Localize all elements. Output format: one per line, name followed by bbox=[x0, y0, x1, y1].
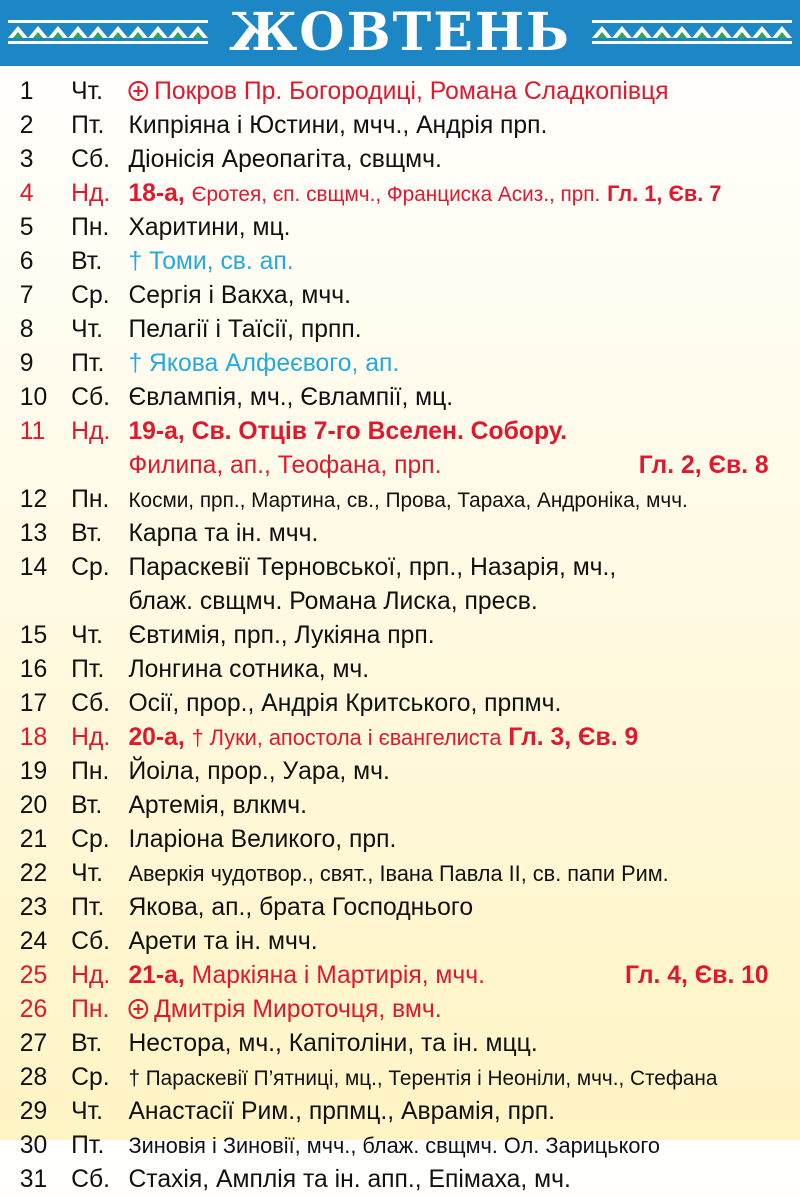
day-row bbox=[0, 686, 790, 720]
day-row bbox=[0, 890, 790, 924]
sunday-row-continued bbox=[0, 448, 790, 482]
day-of-week: Сб. bbox=[71, 1165, 110, 1193]
tone-gospel: Гл. 3, Єв. 9 bbox=[508, 723, 639, 751]
day-row bbox=[0, 788, 790, 822]
day-row bbox=[0, 1128, 790, 1162]
day-number: 14 bbox=[19, 553, 48, 581]
day-saints: 19-а, Св. Отців 7-го Вселен. Собору. bbox=[128, 417, 568, 445]
day-of-week: Ср. bbox=[71, 281, 110, 309]
day-of-week: Сб. bbox=[71, 689, 110, 717]
day-number: 22 bbox=[19, 859, 48, 887]
day-of-week: Пт. bbox=[71, 893, 105, 921]
day-row bbox=[0, 1026, 790, 1060]
day-number: 19 bbox=[19, 757, 48, 785]
day-saints: Єротея, єп. свщмч., Франциска Асиз., прп. bbox=[191, 183, 601, 206]
tone-gospel: Гл. 2, Єв. 8 bbox=[638, 451, 769, 479]
day-number: 11 bbox=[19, 417, 46, 445]
day-row bbox=[0, 108, 790, 142]
day-saints: Карпа та ін. мчч. bbox=[128, 519, 319, 547]
day-number: 27 bbox=[19, 1029, 48, 1057]
day-number: 17 bbox=[19, 689, 48, 717]
day-of-week: Чт. bbox=[71, 77, 104, 105]
day-of-week: Пт. bbox=[71, 349, 105, 377]
day-number: 23 bbox=[19, 893, 48, 921]
day-of-week: Пн. bbox=[71, 995, 110, 1023]
day-number: 21 bbox=[19, 825, 48, 853]
day-of-week: Нд. bbox=[71, 961, 111, 989]
day-of-week: Чт. bbox=[71, 621, 104, 649]
day-row bbox=[0, 142, 790, 176]
day-saints: Зиновія і Зиновії, мчч., блаж. свщмч. Ол. Зарицького bbox=[128, 1133, 660, 1158]
day-row bbox=[0, 482, 790, 516]
day-saints: Харитини, мц. bbox=[128, 213, 291, 241]
day-number: 6 bbox=[19, 247, 34, 275]
day-saints: Якова, ап., брата Господнього bbox=[128, 893, 474, 921]
day-number: 28 bbox=[19, 1063, 48, 1091]
day-number: 7 bbox=[19, 281, 34, 309]
day-number: 16 bbox=[19, 655, 48, 683]
day-of-week: Нд. bbox=[71, 723, 111, 751]
day-saints: Йоіла, прор., Уара, мч. bbox=[128, 757, 390, 785]
day-saints: Сергія і Вакха, мчч. bbox=[128, 281, 351, 309]
day-of-week: Пн. bbox=[71, 485, 110, 513]
day-of-week: Вт. bbox=[71, 1029, 103, 1057]
day-row bbox=[0, 992, 790, 1026]
day-of-week: Пн. bbox=[71, 757, 110, 785]
day-row bbox=[0, 346, 790, 380]
day-number: 31 bbox=[19, 1165, 48, 1193]
sunday-ordinal: 20-а, bbox=[128, 723, 185, 751]
day-number: 1 bbox=[19, 77, 34, 105]
day-saints: Дмитрія Мироточця, вмч. bbox=[154, 995, 442, 1023]
day-of-week: Вт. bbox=[71, 519, 103, 547]
day-of-week: Сб. bbox=[71, 927, 110, 955]
day-row bbox=[0, 380, 790, 414]
day-of-week: Сб. bbox=[71, 383, 110, 411]
day-saints: † Томи, св. ап. bbox=[128, 247, 294, 275]
day-row bbox=[0, 754, 790, 788]
day-saints: Євтимія, прп., Лукіяна прп. bbox=[128, 621, 435, 649]
day-number: 8 bbox=[19, 315, 34, 343]
day-of-week: Ср. bbox=[71, 553, 110, 581]
day-number: 12 bbox=[19, 485, 48, 513]
day-saints: Артемія, влкмч. bbox=[128, 791, 307, 819]
sunday-ordinal: 18-а, bbox=[128, 179, 185, 207]
day-saints: Аверкія чудотвор., свят., Івана Павла ІІ, св. папи Рим. bbox=[128, 861, 669, 886]
day-row bbox=[0, 516, 790, 550]
day-saints: Параскевії Терновської, прп., Назарія, мч., bbox=[128, 553, 617, 581]
day-saints: † Параскевії П’ятниці, мц., Терентія і Неоніли, мчч., Стефана bbox=[128, 1067, 718, 1090]
day-saints: Осії, прор., Андрія Критського, прпмч. bbox=[128, 689, 562, 717]
tone-gospel: Гл. 1, Єв. 7 bbox=[607, 181, 722, 206]
day-row bbox=[0, 1060, 790, 1094]
day-saints-continued: Филипа, ап., Теофана, прп. bbox=[128, 451, 442, 479]
day-row bbox=[0, 244, 790, 278]
day-saints-continued: блаж. свщмч. Романа Лиска, пресв. bbox=[128, 587, 538, 615]
day-number: 15 bbox=[19, 621, 48, 649]
day-saints: Анастасії Рим., прпмц., Аврамія, прп. bbox=[128, 1097, 556, 1125]
day-row bbox=[0, 312, 790, 346]
day-saints: Косми, прп., Мартина, св., Прова, Тараха, Андроніка, мчч. bbox=[128, 489, 688, 512]
day-saints: Маркіяна і Мартирія, мчч. bbox=[191, 961, 485, 989]
day-saints: Діонісія Ареопагіта, свщмч. bbox=[128, 145, 442, 173]
calendar-list bbox=[0, 74, 800, 1196]
day-of-week: Нд. bbox=[71, 179, 111, 207]
day-row bbox=[0, 822, 790, 856]
great-feast-icon bbox=[128, 999, 148, 1019]
day-row bbox=[0, 652, 790, 686]
day-number: 2 bbox=[19, 111, 34, 139]
day-of-week: Чт. bbox=[71, 859, 104, 887]
month-header bbox=[0, 0, 800, 66]
day-of-week: Вт. bbox=[71, 247, 103, 275]
sunday-row bbox=[0, 176, 790, 210]
day-number: 20 bbox=[19, 791, 48, 819]
day-number: 3 bbox=[19, 145, 34, 173]
day-number: 30 bbox=[19, 1131, 48, 1159]
great-feast-icon bbox=[128, 81, 148, 101]
day-row bbox=[0, 618, 790, 652]
day-saints: Нестора, мч., Капітоліни, та ін. мцц. bbox=[128, 1029, 538, 1057]
day-row bbox=[0, 74, 790, 108]
day-of-week: Сб. bbox=[71, 145, 110, 173]
sunday-row bbox=[0, 720, 790, 754]
day-number: 26 bbox=[19, 995, 48, 1023]
day-of-week: Ср. bbox=[71, 1063, 110, 1091]
day-saints: Покров Пр. Богородиці, Романа Сладкопівця bbox=[154, 77, 669, 105]
day-saints: Стахія, Амплія та ін. апп., Епімаха, мч. bbox=[128, 1165, 571, 1193]
sunday-row bbox=[0, 958, 790, 992]
day-row bbox=[0, 210, 790, 244]
day-saints: † Луки, апостола і євангелиста bbox=[191, 725, 502, 750]
day-row bbox=[0, 550, 790, 584]
day-of-week: Вт. bbox=[71, 791, 103, 819]
day-number: 24 bbox=[19, 927, 48, 955]
day-saints: Кипріяна і Юстини, мчч., Андрія прп. bbox=[128, 111, 548, 139]
day-number: 29 bbox=[19, 1097, 48, 1125]
day-number: 4 bbox=[19, 179, 34, 207]
month-title: ЖОВТЕНЬ bbox=[229, 2, 571, 63]
day-saints: † Якова Алфеєвого, ап. bbox=[128, 349, 400, 377]
sunday-ordinal: 21-а, bbox=[128, 961, 185, 989]
day-saints: Арети та ін. мчч. bbox=[128, 927, 318, 955]
day-row-continued bbox=[0, 584, 790, 618]
day-number: 18 bbox=[19, 723, 48, 751]
day-number: 10 bbox=[19, 383, 48, 411]
day-saints: Лонгина сотника, мч. bbox=[128, 655, 370, 683]
day-of-week: Чт. bbox=[71, 315, 104, 343]
day-row bbox=[0, 278, 790, 312]
day-of-week: Пт. bbox=[71, 655, 105, 683]
tone-gospel: Гл. 4, Єв. 10 bbox=[625, 961, 769, 989]
day-number: 25 bbox=[19, 961, 48, 989]
day-of-week: Пн. bbox=[71, 213, 110, 241]
day-of-week: Ср. bbox=[71, 825, 110, 853]
day-row bbox=[0, 924, 790, 958]
day-of-week: Чт. bbox=[71, 1097, 104, 1125]
day-number: 13 bbox=[19, 519, 48, 547]
day-row bbox=[0, 1162, 790, 1196]
ornament-right bbox=[592, 16, 792, 48]
day-saints: Пелагії і Таїсії, прпп. bbox=[128, 315, 362, 343]
day-row bbox=[0, 856, 790, 890]
day-of-week: Пт. bbox=[71, 111, 105, 139]
day-of-week: Пт. bbox=[71, 1131, 105, 1159]
day-number: 5 bbox=[19, 213, 34, 241]
day-saints: Євлампія, мч., Євлампії, мц. bbox=[128, 383, 454, 411]
day-saints: Іларіона Великого, прп. bbox=[128, 825, 397, 853]
day-number: 9 bbox=[19, 349, 34, 377]
day-row bbox=[0, 1094, 790, 1128]
day-of-week: Нд. bbox=[71, 417, 111, 445]
sunday-row bbox=[0, 414, 790, 448]
